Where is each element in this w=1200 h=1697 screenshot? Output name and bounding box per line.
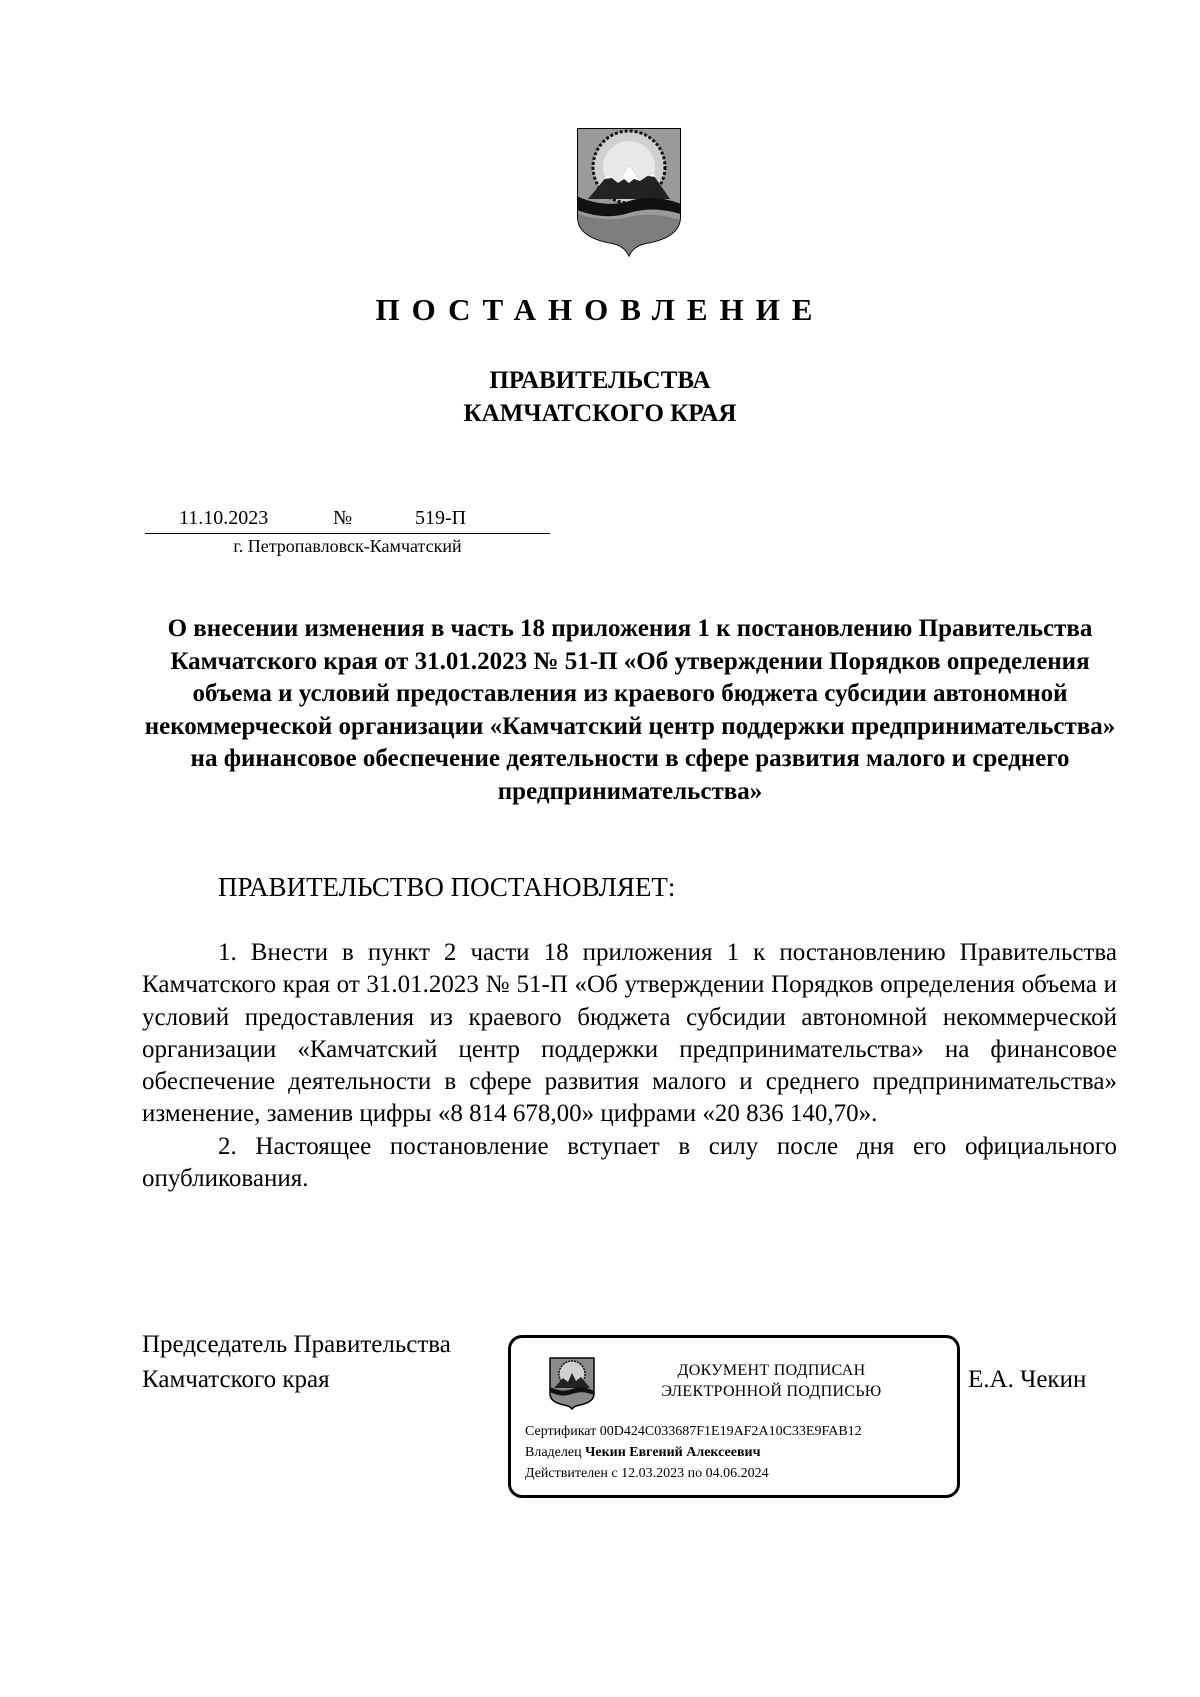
issuing-body-line1: ПРАВИТЕЛЬСТВА [489, 367, 711, 394]
valid-label: Действителен [525, 1466, 608, 1481]
document-date: 11.10.2023 [179, 507, 269, 529]
kamchatka-coat-of-arms-small-icon [548, 1356, 596, 1410]
electronic-signature-stamp [508, 1335, 960, 1498]
valid-from: 12.03.2023 [621, 1466, 685, 1481]
document-number: 519-П [415, 507, 467, 529]
certificate-value: 00D424C033687F1E19AF2A10C33E9FAB12 [599, 1424, 862, 1439]
issuing-body-line2: КАМЧАТСКОГО КРАЯ [463, 400, 737, 427]
stamp-heading-line2: ЭЛЕКТРОННОЙ ПОДПИСЬЮ [661, 1383, 882, 1400]
owner-value: Чекин Евгений Алексеевич [585, 1445, 761, 1460]
paragraph-1: 1. Внести в пункт 2 части 18 приложения 1 к постановлению Правительства Камчатского края от 31.01.2023 № 51-П «Об утверждении Порядков определения объема и условий предоставления из краевого бюджета субсидии автономной некоммерческой организации «Камчатский центр поддержки предпринимательства» на финансовое обеспечение деятельности в сфере развития малого и среднего предпринимательства» изменение, заменив цифры «8 814 678,00» цифрами «20 836 140,70». [142, 939, 1117, 1128]
signatory-name: Е.А. Чекин [968, 1366, 1087, 1393]
stamp-validity-row [525, 1464, 769, 1483]
kamchatka-coat-of-arms-icon [574, 125, 684, 260]
valid-to: 04.06.2024 [705, 1466, 769, 1481]
stamp-heading [596, 1360, 947, 1402]
date-number-line [145, 504, 550, 534]
stamp-certificate-row [525, 1422, 862, 1441]
signatory-title-line2: Камчатского края [142, 1366, 330, 1393]
document-subject: О внесении изменения в часть 18 приложения 1 к постановлению Правительства Камчатского края от 31.01.2023 № 51-П «Об утверждении Порядков определения объема и условий предоставления из краевого бюджета субсидии автономной некоммерческой организации «Камчатский центр поддержки предпринимательства» на финансовое обеспечение деятельности в сфере развития малого и среднего предпринимательства» [144, 615, 1116, 805]
owner-label: Владелец [525, 1445, 582, 1460]
paragraph-2: 2. Настоящее постановление вступает в силу после дня его официального опубликования. [142, 1132, 1117, 1193]
signatory-title-line1: Председатель Правительства [142, 1331, 451, 1358]
signatory-title [142, 1327, 451, 1397]
document-city: г. Петропавловск-Камчатский [233, 536, 462, 556]
stamp-heading-line1: ДОКУМЕНТ ПОДПИСАН [677, 1362, 866, 1379]
issuing-body [0, 364, 1200, 430]
number-sign: № [333, 507, 353, 529]
stamp-owner-row [525, 1443, 760, 1462]
valid-from-word: с [611, 1466, 618, 1481]
document-body [142, 937, 1117, 1195]
decree-heading: ПРАВИТЕЛЬСТВО ПОСТАНОВЛЯЕТ: [218, 872, 676, 902]
valid-to-word: по [687, 1466, 703, 1481]
document-type-title: ПОСТАНОВЛЕНИЕ [375, 292, 825, 327]
certificate-label: Сертификат [525, 1424, 597, 1439]
